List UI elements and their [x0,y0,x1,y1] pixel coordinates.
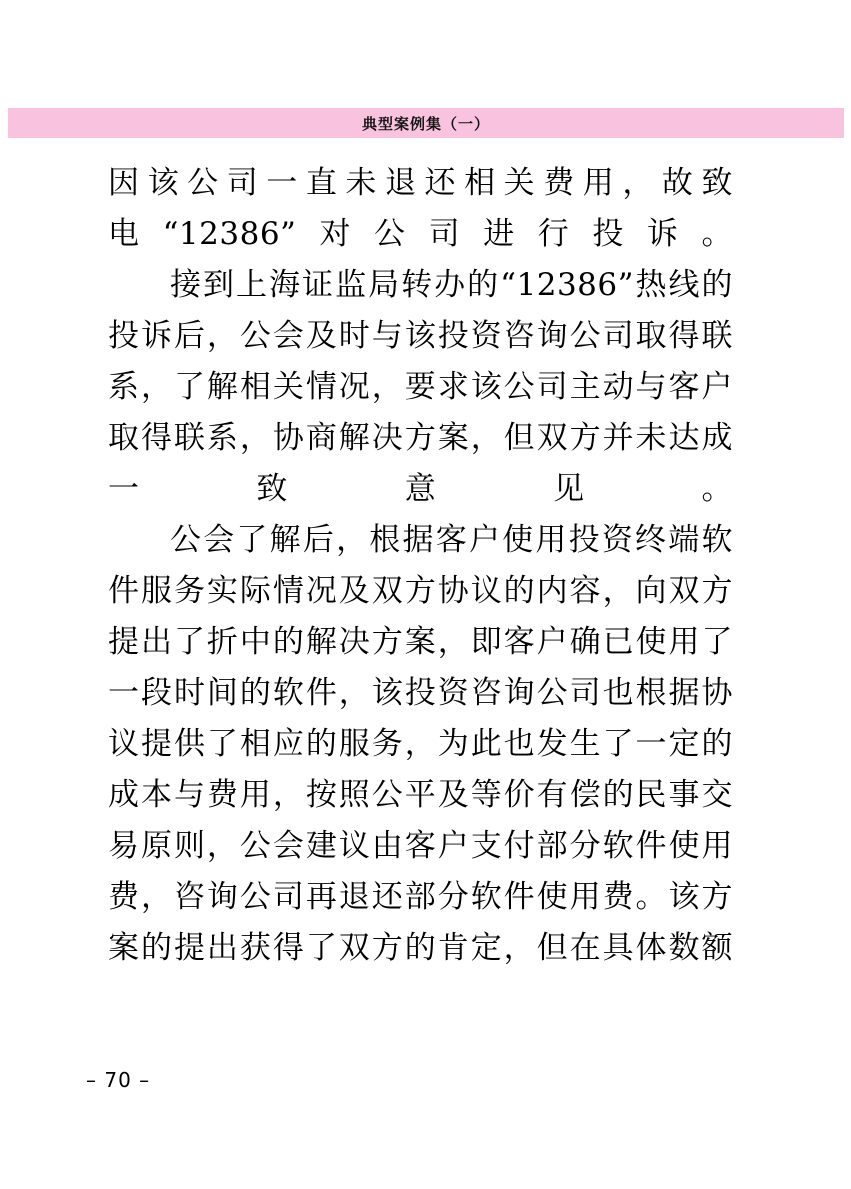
running-head-band [8,108,844,138]
paragraph-3: 公会了解后，根据客户使用投资终端软件服务实际情况及双方协议的内容，向双方提出了折中的解决方案，即客户确已使用了一段时间的软件，该投资咨询公司也根据协议提供了相应的服务，为此也发生了一定的成本与费用，按照公平及等价有偿的民事交易原则，公会建议由客户支付部分软件使用费，咨询公司再退还部分软件使用费。该方案的提出获得了双方的肯定，但在具体数额 [108,522,733,966]
page-number: – 70 – [86,1068,151,1092]
running-head-title: 典型案例集（一） [361,114,490,133]
paragraph-2: 接到上海证监局转办的“12386”热线的投诉后，公会及时与该投资咨询公司取得联系，了解相关情况，要求该公司主动与客户取得联系，协商解决方案，但双方并未达成一致意见。 [108,267,733,507]
body-text-block [108,158,733,974]
paragraph-1: 因该公司一直未退还相关费用，故致电“12386”对公司进行投诉。 [108,165,733,252]
page-footer [86,1068,286,1092]
